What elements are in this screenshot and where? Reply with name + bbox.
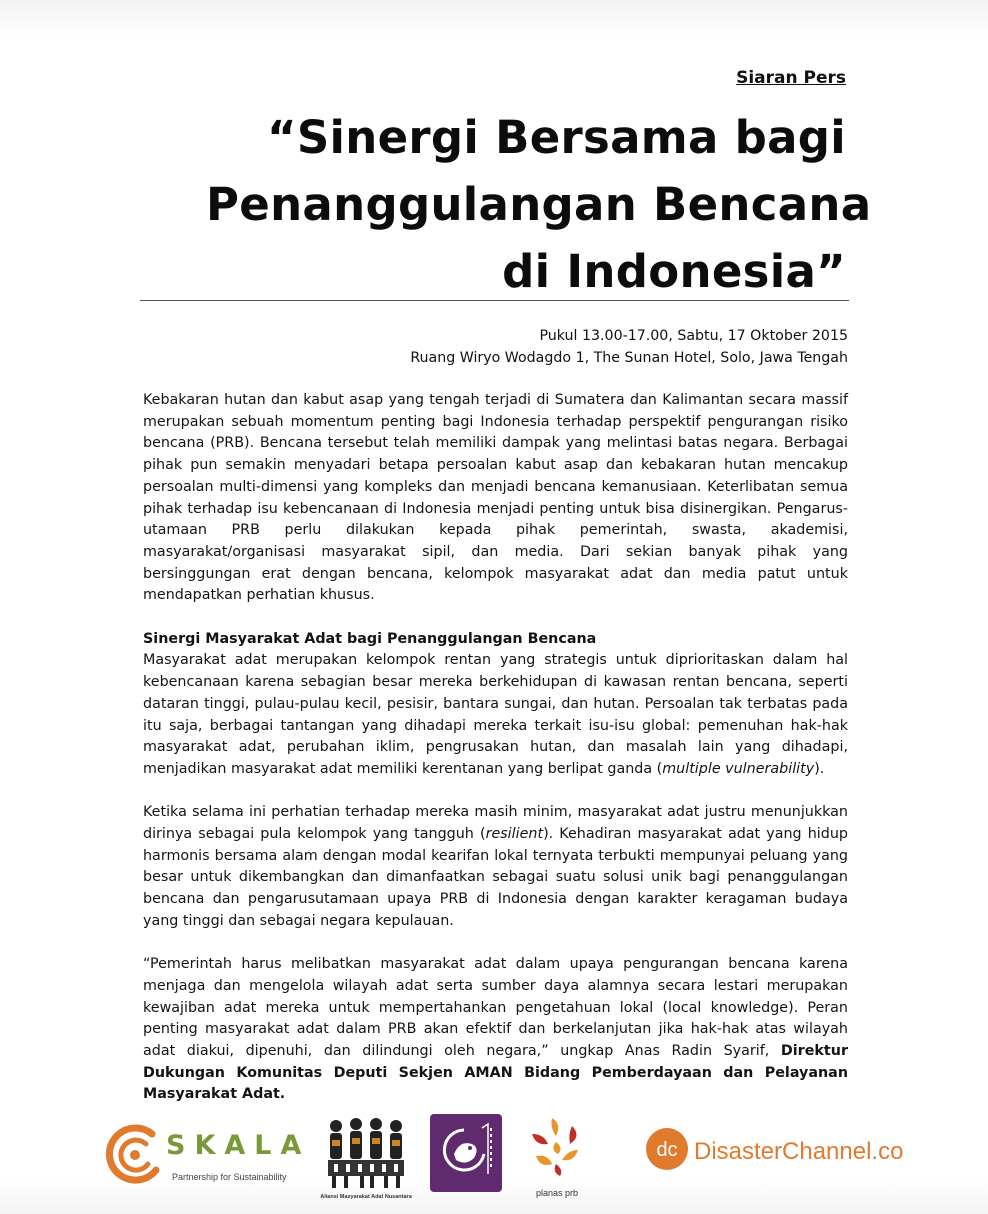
paragraph-intro: Kebakaran hutan dan kabut asap yang tengah terjadi di Sumatera dan Kalimantan secara massif merupakan sebuah momentum penting bagi Indonesia terhadap perspektif pengurangan risiko bencana (PRB). Bencana tersebut telah memiliki dampak yang melintasi batas negara. Berbagai pihak pun semakin menyadari betapa persoalan kabut asap dan kebakaran hutan mencakup persoalan multi-dimensi yang kompleks dan menjadi bencana kemanusiaan. Keterlibatan semua pihak terhadap isu kebencanaan di Indonesia menjadi penting untuk bisa disinergikan. Pengarus-utamaan PRB perlu dilakukan kepada pihak pemerintah, swasta, akademisi, masyarakat/organisasi masyarakat sipil, dan media. Dari sekian banyak pihak yang bersinggungan erat dengan bencana, kelompok masyarakat adat dan media patut untuk mendapatkan perhatian khusus. — [143, 392, 848, 604]
event-details — [410, 326, 848, 369]
planas-caption: planas prb — [535, 1188, 579, 1198]
paragraph-text: ). Kehadiran masyarakat adat yang hidup harmonis bersama alam dengan modal kearifan lokal ternyata terbukti mempunyai peluang yang besar untuk dikembangkan dan dimanfaatkan sebagai suatu solusi unik bagi penanggulangan bencana dan pengarusutamaan upaya PRB di Indonesia dengan karakter keragaman budaya yang tinggi dan sebagai negara kepulauan. — [143, 826, 848, 929]
disasterchannel-logo — [644, 1126, 904, 1176]
speaker-title: Direktur Dukungan Komunitas Deputi Sekjen AMAN Bidang Pemberdayaan dan Pelayanan Masyarakat Adat. — [143, 1043, 848, 1103]
event-time: Pukul 13.00-17.00, Sabtu, 17 Oktober 2015 — [539, 328, 848, 344]
paragraph-text: Ketika selama ini perhatian terhadap mereka masih minim, masyarakat adat justru menunjukkan dirinya sebagai pula kelompok yang tangguh ( — [143, 804, 848, 843]
skala-wordmark: SKALA — [166, 1130, 311, 1161]
skala-swirl-icon — [104, 1122, 166, 1188]
paragraph-quote — [143, 954, 848, 1106]
alliance-purple-logo — [430, 1114, 502, 1192]
quote-text: “Pemerintah harus melibatkan masyarakat adat dalam upaya pengurangan bencana karena menjaga dan mengelola wilayah adat serta sumber daya alamnya secara lestari merupakan kewajiban adat mereka untuk mempertahankan pengetahuan lokal (local knowledge). Peran penting masyarakat adat dalam PRB akan efektif dan berkelanjutan jika hak-hak atas wilayah adat diakui, dipenuhi, dan dilindungi oleh negara,” ungkap Anas Radin Syarif, — [143, 956, 848, 1060]
italic-term: multiple vulnerability — [662, 760, 815, 777]
disasterchannel-wordmark: DisasterChannel.co — [694, 1138, 904, 1165]
title-line-3: di Indonesia” — [502, 245, 846, 298]
dc-circle-icon — [644, 1126, 690, 1172]
paragraph-vulnerability — [143, 650, 848, 780]
section-heading: Sinergi Masyarakat Adat bagi Penanggulangan Bencana — [143, 630, 597, 647]
skala-tagline: Partnership for Sustainability — [172, 1172, 287, 1182]
document-type-label: Siaran Pers — [736, 68, 846, 88]
title-divider — [140, 300, 849, 301]
planas-flame-icon — [522, 1114, 592, 1178]
aman-logo — [320, 1116, 412, 1200]
title-line-2: Penanggulangan Bencana — [206, 178, 872, 231]
planas-prb-logo — [522, 1114, 592, 1198]
partner-logos — [0, 1110, 988, 1205]
paragraph-resilience — [143, 802, 848, 932]
skala-logo — [104, 1122, 314, 1192]
event-venue: Ruang Wiryo Wodagdo 1, The Sunan Hotel, Solo, Jawa Tengah — [410, 349, 848, 366]
aman-caption: Aliansi Masyarakat Adat Nusantara — [320, 1194, 412, 1200]
svg-text:dc: dc — [656, 1139, 678, 1161]
article-body — [143, 390, 848, 1128]
aman-figures-icon — [320, 1116, 412, 1190]
italic-term: resilient — [485, 826, 544, 843]
paragraph-text: Masyarakat adat merupakan kelompok rentan yang strategis untuk diprioritaskan dalam hal kebencanaan karena sebagian besar mereka berkehidupan di kawasan rentan bencana, seperti dataran tinggi, pulau-pulau kecil, pesisir, bantara sungai, dan hutan. Persoalan tak terbatas pada itu saja, berbagai tantangan yang dihadapi mereka terkait isu-isu global: pemenuhan hak-hak masyarakat adat, perubahan iklim, pengrusakan hutan, dan masalah lain yang dihadapi, menjadikan masyarakat adat memiliki kerentanan yang berlipat ganda ( — [143, 652, 848, 777]
title-line-1: “Sinergi Bersama bagi — [266, 111, 846, 164]
paragraph-text: ). — [814, 760, 825, 777]
page-title — [206, 104, 872, 305]
bird-circle-icon — [430, 1114, 502, 1192]
